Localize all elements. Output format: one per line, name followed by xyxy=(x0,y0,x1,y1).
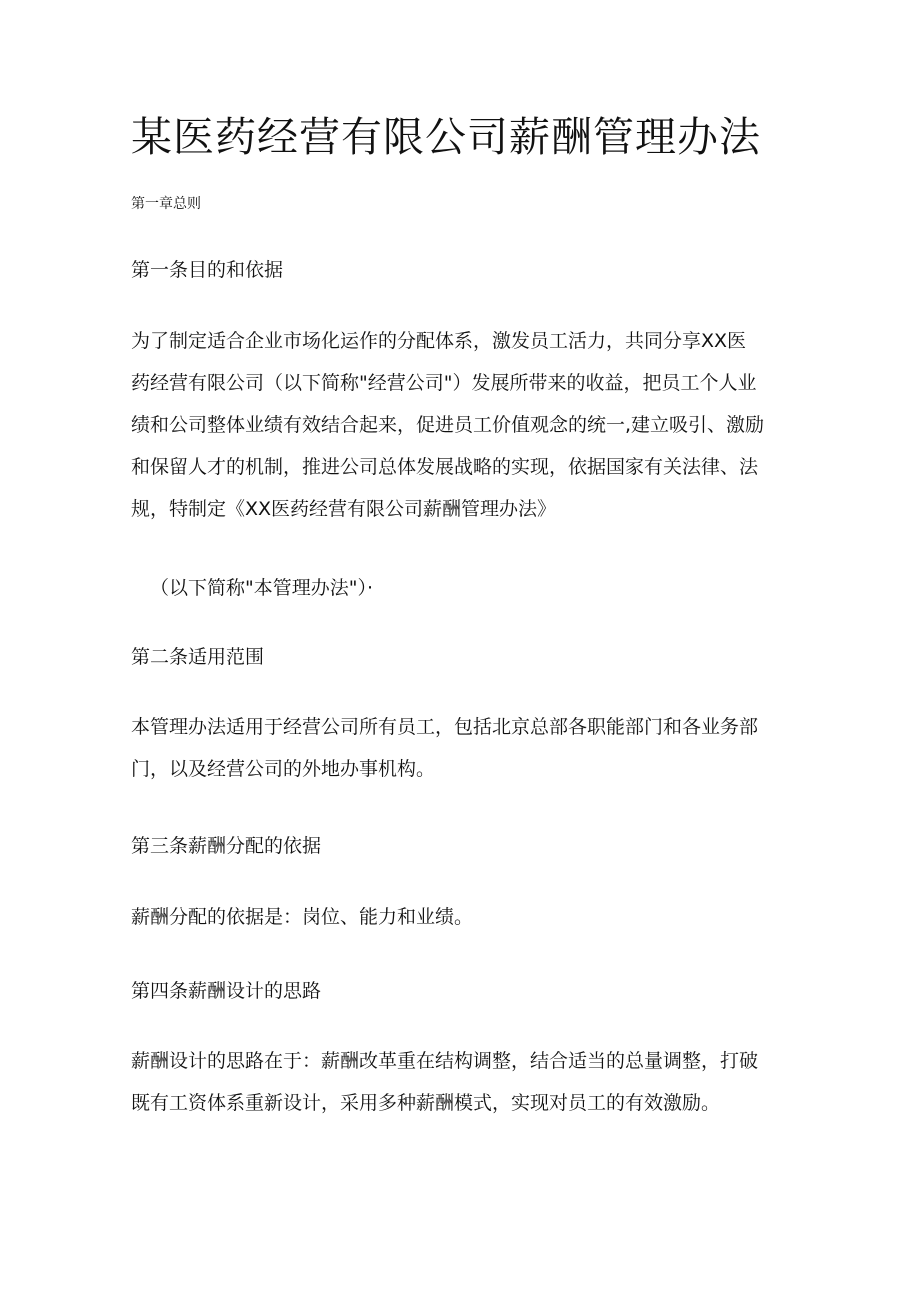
article-1-line-4: 和保留人才的机制，推进公司总体发展战略的实现，依据国家有关法律、法 xyxy=(131,456,759,478)
article-2-body xyxy=(131,706,795,790)
article-1-line-2: 药经营有限公司（以下简称"经营公司"）发展所带来的收益，把员工个人业 xyxy=(131,372,757,394)
article-1-line-1: 为了制定适合企业市场化运作的分配体系，激发员工活力，共同分享XX医 xyxy=(131,330,747,352)
article-3-heading: 第三条薪酬分配的依据 xyxy=(131,835,322,857)
article-1-line-5: 规，特制定《XX医药经营有限公司薪酬管理办法》 xyxy=(131,498,557,520)
article-3-body xyxy=(131,896,795,938)
article-2-line-2: 门，以及经营公司的外地办事机构。 xyxy=(131,758,436,780)
article-1-line-3: 绩和公司整体业绩有效结合起来，促进员工价值观念的统一,建立吸引、激励 xyxy=(131,414,765,436)
article-4-line-1: 薪酬设计的思路在于：薪酬改革重在结构调整，结合适当的总量调整，打破 xyxy=(131,1050,759,1072)
article-4-heading: 第四条薪酬设计的思路 xyxy=(131,980,322,1002)
article-1-tail: （以下简称"本管理办法"）· xyxy=(150,577,374,599)
article-4-line-2: 既有工资体系重新设计，采用多种薪酬模式，实现对员工的有效激励。 xyxy=(131,1092,721,1114)
article-2-line-1: 本管理办法适用于经营公司所有员工，包括北京总部各职能部门和各业务部 xyxy=(131,716,759,738)
article-1-body xyxy=(131,320,795,530)
article-2-heading: 第二条适用范围 xyxy=(131,646,265,668)
article-3-line-1: 薪酬分配的依据是：岗位、能力和业绩。 xyxy=(131,906,474,928)
chapter-heading: 第一章总则 xyxy=(131,196,201,212)
article-1-heading: 第一条目的和依据 xyxy=(131,259,284,281)
document-title: 某医药经营有限公司薪酬管理办法 xyxy=(131,113,761,161)
article-4-body xyxy=(131,1040,795,1124)
